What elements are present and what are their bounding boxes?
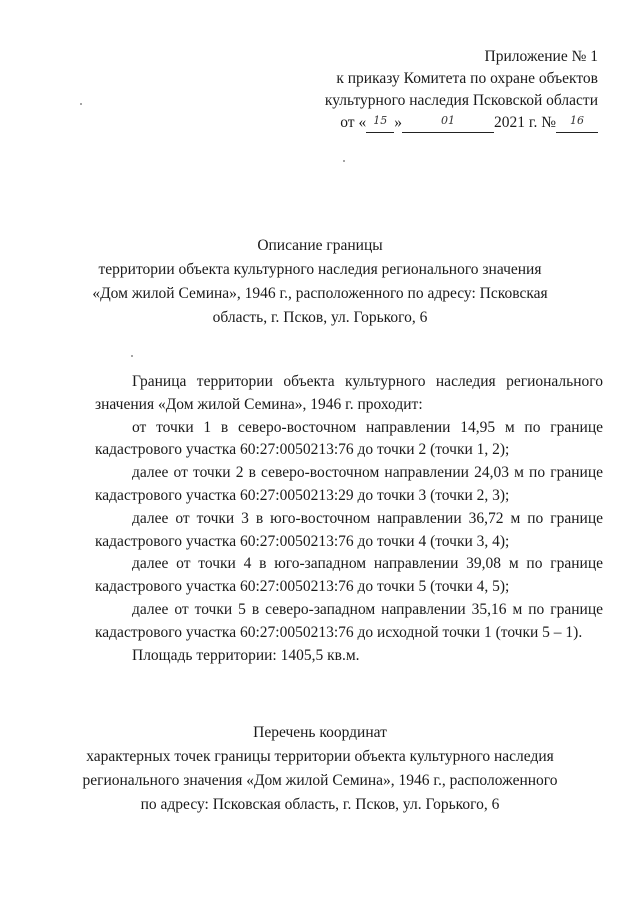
scan-speck: [80, 103, 82, 105]
scan-speck: [131, 355, 133, 357]
boundary-segment: от точки 1 в северо-восточном направлении 14,95 м по границе кадастрового участка 60:27:0050213:76 до точки 2 (точки 1, 2);: [95, 418, 603, 459]
date-quote-close: »: [394, 114, 402, 131]
annex-committee-name: культурного наследия Псковской области: [324, 92, 598, 109]
coordinates-title-line-2: характерных точек границы территории объекта культурного наследия: [86, 748, 554, 765]
coordinates-title-line-1: Перечень координат: [253, 724, 387, 741]
order-number-field: [556, 116, 598, 133]
date-prefix: от «: [340, 114, 367, 131]
date-year-text: 2021 г. №: [493, 114, 556, 131]
boundary-description: [95, 371, 603, 667]
boundary-intro: Граница территории объекта культурного наследия регионального значения «Дом жилой Семина», 1946 г. проходит:: [95, 373, 603, 413]
annex-header: [288, 46, 598, 134]
description-title-line-1: Описание границы: [257, 237, 383, 254]
description-title-line-4: область, г. Псков, ул. Горького, 6: [212, 309, 428, 326]
description-title-line-3: «Дом жилой Семина», 1946 г., расположенного по адресу: Псковская: [92, 285, 548, 302]
boundary-segment: далее от точки 5 в северо-западном направлении 35,16 м по границе кадастрового участка 60:27:0050213:76 до исходной точки 1 (точки 5 – 1).: [95, 600, 603, 641]
boundary-segment: далее от точки 3 в юго-восточном направлении 36,72 м по границе кадастрового участка 60:27:0050213:76 до точки 4 (точки 3, 4);: [95, 509, 603, 550]
description-title-line-2: территории объекта культурного наследия регионального значения: [98, 261, 542, 278]
coordinates-title: [30, 721, 610, 817]
annex-date-line: [288, 112, 598, 134]
order-number-handwritten: 16: [570, 114, 584, 127]
scan-speck: [343, 160, 345, 162]
coordinates-title-line-4: по адресу: Псковская область, г. Псков, ул. Горького, 6: [140, 796, 500, 813]
date-day-field: [366, 116, 394, 133]
coordinates-title-line-3: регионального значения «Дом жилой Семина», 1946 г., расположенного: [82, 772, 558, 789]
date-day-handwritten: 15: [373, 114, 388, 127]
boundary-segment: далее от точки 4 в юго-западном направлении 39,08 м по границе кадастрового участка 60:27:0050213:76 до точки 5 (точки 4, 5);: [95, 555, 603, 596]
date-month-field: [402, 116, 494, 133]
description-title: [30, 234, 610, 330]
annex-order-reference: к приказу Комитета по охране объектов: [336, 70, 598, 87]
territory-area: Площадь территории: 1405,5 кв.м.: [132, 646, 360, 664]
annex-number: Приложение № 1: [484, 48, 598, 65]
boundary-segment: далее от точки 2 в северо-восточном направлении 24,03 м по границе кадастрового участка 60:27:0050213:29 до точки 3 (точки 2, 3);: [95, 464, 603, 504]
date-month-handwritten: 01: [440, 114, 455, 127]
